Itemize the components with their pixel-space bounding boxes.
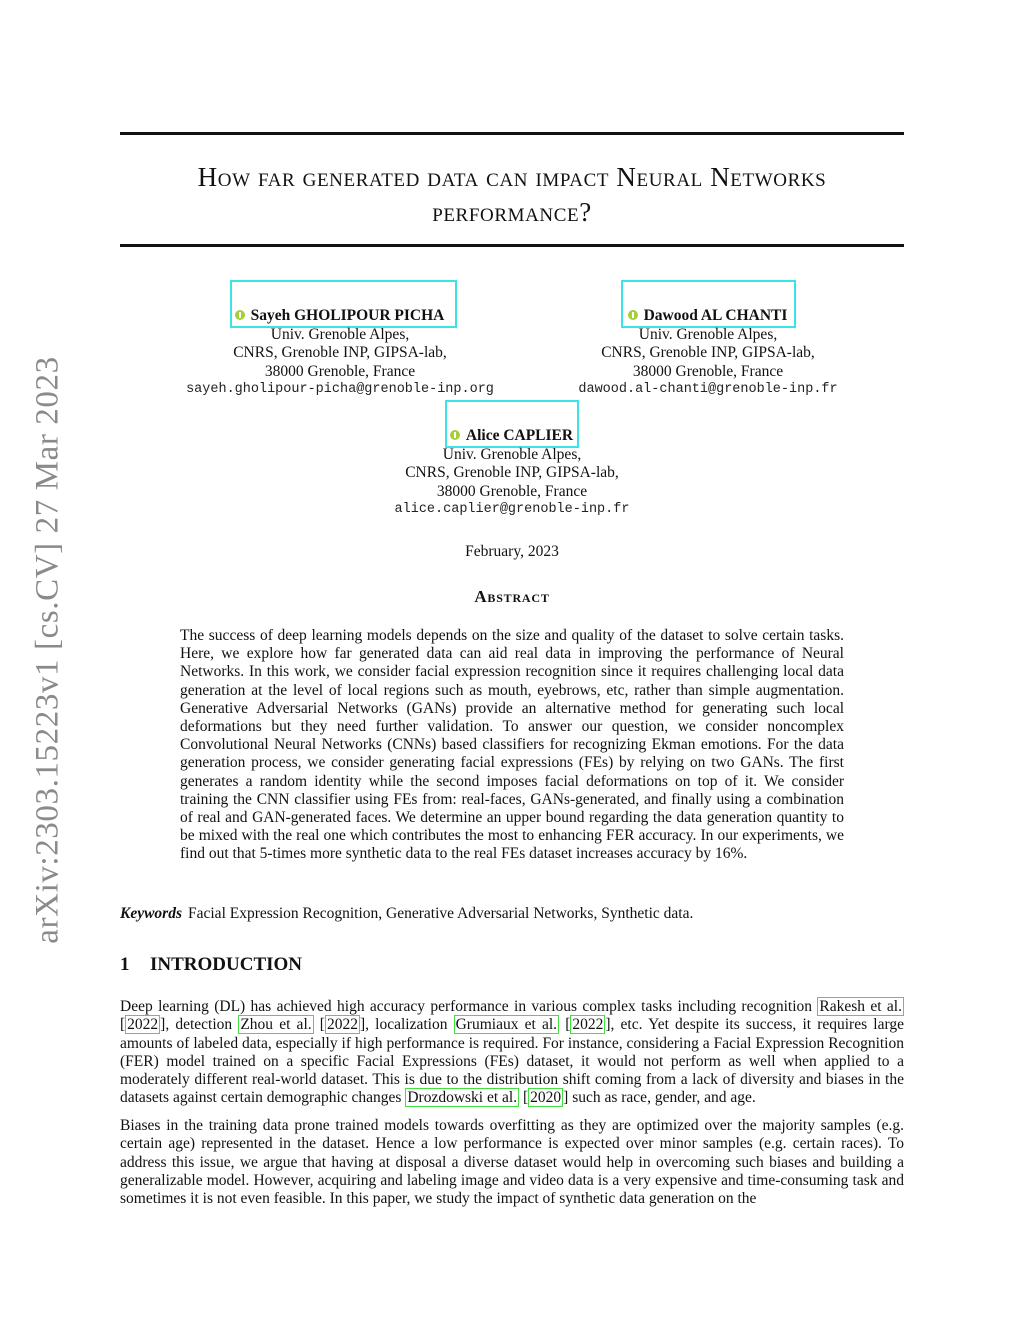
author-block: [548, 307, 868, 400]
author-name[interactable]: Dawood AL CHANTI: [643, 307, 788, 324]
author-email[interactable]: sayeh.gholipour-picha@grenoble-inp.org: [186, 382, 494, 397]
author-email[interactable]: dawood.al-chanti@grenoble-inp.fr: [578, 382, 838, 397]
intro-paragraph-2: Biases in the training data prone trained models towards overfitting as they are optimized over the majority samples (e.g. certain age) represented in the dataset. Hence a low performance is expected over minor samples (e.g. certain races). To address this issue, we argue that having at disposal a diverse dataset would help in overcoming such biases and building a generalizable model. However, acquiring and labeling image and video data is a very expensive and time-consuming task and sometimes it is not even feasible. In this paper, we study the impact of synthetic data generation on the: [120, 1117, 904, 1208]
bottom-rule: [120, 244, 904, 247]
body-text: ], etc. Yet despite its success, it requires large amounts of labeled data, especially if high performance is required. For instance, considering a Facial Expression Recognition (FER) model trained on a specific Facial Expressions (FEs) dataset, it would not perform as well when applied to a moderately different real-world dataset. This is due to the distribution shift coming from a lack of diversity and biases in the datasets against certain demographic changes: [120, 1016, 904, 1107]
citation-link[interactable]: Zhou et al.: [240, 1016, 312, 1034]
section-number: 1: [120, 954, 130, 975]
body-text: ], detection: [160, 1016, 239, 1034]
citation-link[interactable]: Rakesh et al.: [819, 998, 902, 1015]
citation-year-link[interactable]: 2020: [530, 1089, 562, 1107]
title-line-2: performance?: [432, 197, 592, 227]
title-line-1: How far generated data can impact Neural Networks: [197, 162, 827, 192]
author-affiliation: CNRS, Grenoble INP, GIPSA-lab,: [233, 344, 447, 361]
intro-paragraph-1: [120, 998, 904, 1108]
author-name[interactable]: Sayeh GHOLIPOUR PICHA: [250, 307, 445, 324]
body-text: Deep learning (DL) has achieved high accuracy performance in various complex tasks including recognition: [120, 998, 818, 1015]
citation-link[interactable]: Grumiaux et al.: [455, 1016, 558, 1034]
author-affiliation: 38000 Grenoble, France: [632, 362, 784, 380]
citation-year-link[interactable]: 2022: [326, 1016, 358, 1034]
author-block: [170, 307, 510, 400]
section-title: INTRODUCTION: [150, 954, 303, 975]
citation-year-link[interactable]: 2022: [127, 1016, 159, 1034]
author-email[interactable]: alice.caplier@grenoble-inp.fr: [394, 502, 630, 517]
paper-title: [120, 160, 904, 230]
top-rule: [120, 132, 904, 135]
author-affiliation: Univ. Grenoble Alpes,: [270, 325, 410, 343]
section-heading: [120, 954, 302, 976]
author-affiliation: Univ. Grenoble Alpes,: [442, 445, 582, 463]
keywords-label: Keywords: [120, 905, 182, 922]
orcid-icon[interactable]: [235, 310, 245, 320]
citation-link[interactable]: Drozdowski et al.: [407, 1089, 518, 1107]
body-text: [: [120, 1016, 126, 1034]
orcid-icon[interactable]: [450, 430, 460, 440]
orcid-icon[interactable]: [628, 310, 638, 320]
author-affiliation: 38000 Grenoble, France: [436, 482, 588, 500]
body-text: ], localization: [359, 1016, 454, 1034]
author-name[interactable]: Alice CAPLIER: [465, 427, 574, 444]
author-affiliation: CNRS, Grenoble INP, GIPSA-lab,: [601, 344, 815, 361]
abstract-text: The success of deep learning models depends on the size and quality of the dataset to solve certain tasks. Here, we explore how far generated data can aid real data in improving the performance of Neural Networks. In this work, we consider facial expression recognition since it requires challenging local data generation at the level of local regions such as mouth, eyebrows, etc, rather than simple augmentation. Generative Adversarial Networks (GANs) provide an alternative method for generating such local deformations but they need further validation. To answer our question, we consider noncomplex Convolutional Neural Networks (CNNs) based classifiers for recognizing Ekman emotions. For the data generation process, we consider generating facial expressions (FEs) by relying on two GANs. The first generates a random identity while the second imposes facial deformations on top of it. We consider training the CNN classifier using FEs from: real-faces, GANs-generated, and finally using a combination of real and GAN-generated faces. We determine an upper bound regarding the data generation quantity to be mixed with the real one which contributes the most to enhancing FER accuracy. In our experiments, we find out that 5-times more synthetic data to the real FEs dataset increases accuracy by 16%.: [180, 627, 844, 863]
body-text: [: [313, 1016, 325, 1034]
citation-year-link[interactable]: 2022: [572, 1016, 604, 1034]
author-block: [357, 427, 667, 520]
body-text: ] such as race, gender, and age.: [563, 1089, 756, 1107]
author-affiliation: Univ. Grenoble Alpes,: [638, 325, 778, 343]
body-text: [: [559, 1016, 571, 1034]
keywords-text: Facial Expression Recognition, Generative Adversarial Networks, Synthetic data.: [188, 905, 694, 922]
body-text: [: [519, 1089, 529, 1107]
arxiv-stamp: arXiv:2303.15223v1 [cs.CV] 27 Mar 2023: [29, 356, 66, 944]
keywords: [120, 905, 693, 923]
author-affiliation: 38000 Grenoble, France: [264, 362, 416, 380]
abstract-heading: Abstract: [474, 587, 550, 606]
publication-date: February, 2023: [465, 543, 559, 560]
author-affiliation: CNRS, Grenoble INP, GIPSA-lab,: [405, 464, 619, 481]
